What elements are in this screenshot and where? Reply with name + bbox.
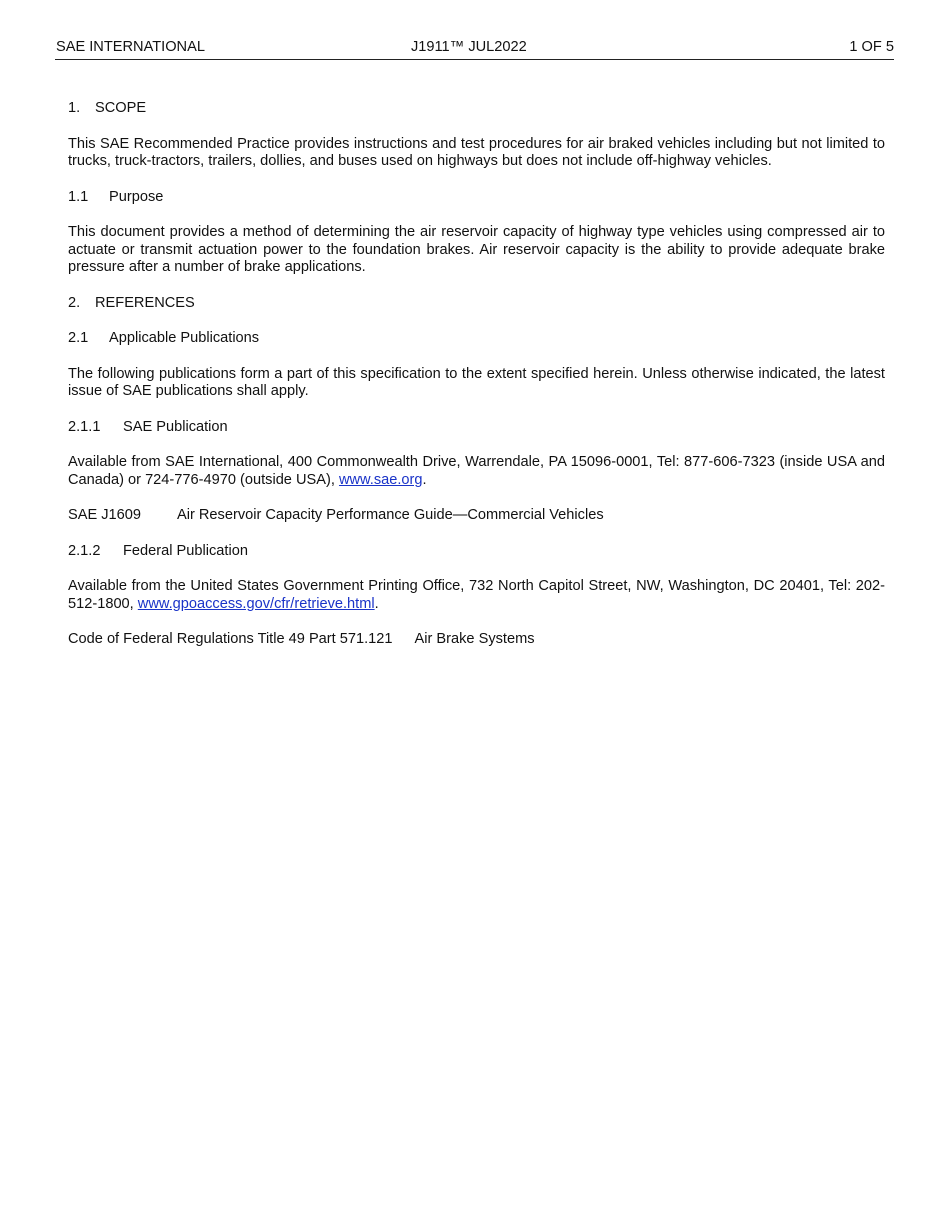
section-title: REFERENCES <box>95 294 195 311</box>
reference-id: SAE J1609 <box>68 507 142 523</box>
section-number: 1. <box>68 100 81 116</box>
reference-title: Air Brake Systems <box>414 631 535 647</box>
federal-availability-text: Available from the United States Government Printing Office, 732 North Capitol Street, NW, Washington, DC 20401, Tel: 202-512-1800, <box>68 578 885 612</box>
section-number: 2.1.1 <box>68 418 101 435</box>
section-number: 2.1.2 <box>68 542 101 559</box>
sae-website-link[interactable]: www.sae.org <box>338 471 423 488</box>
sae-reference-entry <box>68 507 885 525</box>
reference-id: Code of Federal Regulations Title 49 Part 571.121 <box>68 631 393 647</box>
federal-reference-entry <box>68 631 885 649</box>
header-page-number: 1 OF 5 <box>849 39 894 55</box>
section-number: 1.1 <box>68 188 89 205</box>
section-title: Federal Publication <box>123 542 248 559</box>
document-body <box>68 100 885 649</box>
section-references-heading <box>68 295 885 313</box>
section-number: 2.1 <box>68 330 89 346</box>
section-federal-publication-heading <box>68 543 885 561</box>
purpose-paragraph: This document provides a method of determining the air reservoir capacity of highway type vehicles using compressed air to actuate or transmit actuation power to the foundation brakes. Air reservoir capacity is the ability to provide adequate brake pressure after a number of brake applications. <box>68 224 885 275</box>
sae-availability-text: Available from SAE International, 400 Commonwealth Drive, Warrendale, PA 15096-0001, Tel: 877-606-7323 (inside USA and Canada) or 724-776-4970 (outside USA), <box>68 454 885 488</box>
federal-availability-paragraph <box>68 578 885 613</box>
section-applicable-heading <box>68 330 885 348</box>
reference-title: Air Reservoir Capacity Performance Guide—Commercial Vehicles <box>177 507 604 523</box>
section-title: Purpose <box>109 188 164 205</box>
section-title: SAE Publication <box>123 418 228 435</box>
header-organization: SAE INTERNATIONAL <box>56 39 205 55</box>
scope-paragraph: This SAE Recommended Practice provides instructions and test procedures for air braked vehicles including but not limited to trucks, truck-tractors, trailers, dollies, and buses used on highways but does not include off-highway vehicles. <box>68 135 885 169</box>
section-number: 2. <box>68 294 81 311</box>
section-title: SCOPE <box>95 100 147 116</box>
header-document-id: J1911™ JUL2022 <box>411 39 527 55</box>
gpo-website-link[interactable]: www.gpoaccess.gov/cfr/retrieve.html <box>137 595 375 612</box>
applicable-paragraph: The following publications form a part of this specification to the extent specified herein. Unless otherwise indicated, the latest issue of SAE publications shall apply. <box>68 365 885 399</box>
section-scope-heading <box>68 100 885 118</box>
section-sae-publication-heading <box>68 419 885 437</box>
sentence-end: . <box>374 595 379 612</box>
page-header <box>55 38 894 60</box>
section-purpose-heading <box>68 189 885 207</box>
section-title: Applicable Publications <box>109 330 260 346</box>
sae-availability-paragraph <box>68 454 885 489</box>
sentence-end: . <box>422 471 427 488</box>
